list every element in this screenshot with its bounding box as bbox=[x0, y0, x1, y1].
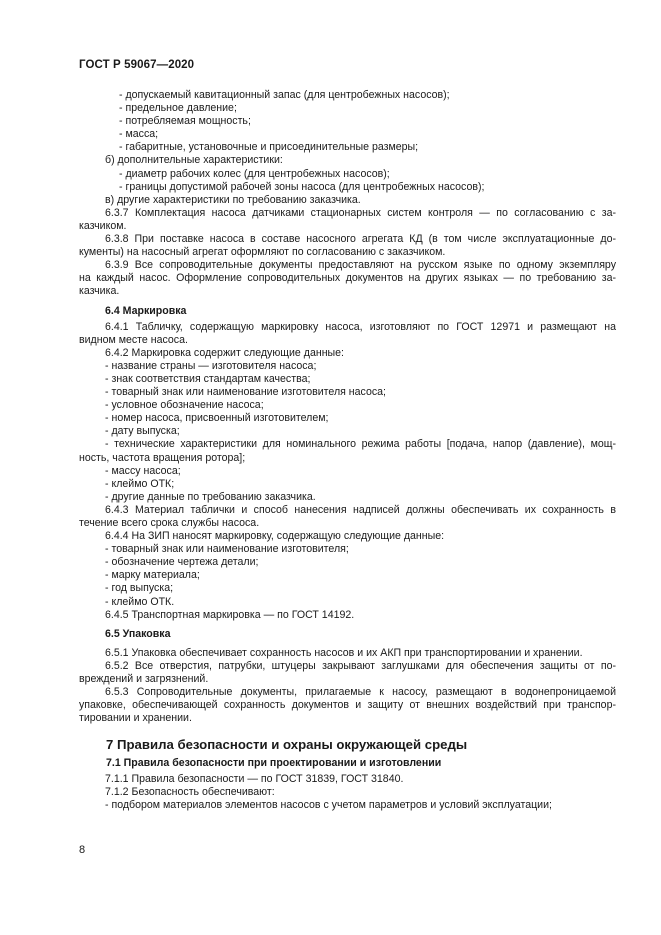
list-item: в) другие характеристики по требованию заказчика. bbox=[105, 193, 361, 206]
list-item: - другие данные по требованию заказчика. bbox=[105, 490, 316, 503]
list-item: - товарный знак или наименование изготовителя; bbox=[105, 543, 349, 556]
list-item: - потребляемая мощность; bbox=[119, 115, 251, 128]
paragraph-line: видном месте насоса. bbox=[79, 333, 188, 346]
list-item: - марку материала; bbox=[105, 569, 200, 582]
paragraph-line: 6.5.2 Все отверстия, патрубки, штуцеры закрывают заглушками для обеспечения защиты от по- bbox=[105, 659, 616, 672]
paragraph-line: 6.4.3 Материал таблички и способ нанесения надписей должны обеспечивать их сохранность в bbox=[105, 503, 616, 516]
paragraph-line: 6.5.3 Сопроводительные документы, прилагаемые к насосу, размещают в водонепроницаемой bbox=[105, 686, 616, 699]
subsection-heading: 7.1 Правила безопасности при проектировании и изготовлении bbox=[106, 757, 442, 770]
paragraph-line: 6.4.1 Табличку, содержащую маркировку насоса, изготовляют по ГОСТ 12971 и размещают на bbox=[105, 320, 616, 333]
document-body bbox=[79, 89, 616, 812]
list-item: - границы допустимой рабочей зоны насоса (для центробежных насосов); bbox=[119, 180, 485, 193]
paragraph-line: 7.1.2 Безопасность обеспечивают: bbox=[105, 785, 275, 798]
paragraph-line: упаковке, обеспечивающей сохранность документов и защиту от внешних воздействий при транспор- bbox=[79, 699, 616, 712]
list-item: - знак соответствия стандартам качества; bbox=[105, 372, 311, 385]
list-item: - дату выпуска; bbox=[105, 425, 180, 438]
list-item: - допускаемый кавитационный запас (для центробежных насосов); bbox=[119, 89, 450, 101]
list-item: - габаритные, установочные и присоединительные размеры; bbox=[119, 141, 419, 154]
paragraph-line: вреждений и загрязнений. bbox=[79, 673, 209, 686]
list-item: - год выпуска; bbox=[105, 582, 174, 595]
paragraph-line: казчиком. bbox=[79, 219, 127, 232]
paragraph-line: на каждый насос. Оформление сопроводительных документов на других языках — по требованию за- bbox=[79, 272, 616, 285]
paragraph-line: 6.3.8 При поставке насоса в составе насосного агрегата КД (в том числе эксплуатационные до- bbox=[105, 233, 616, 246]
list-item: - диаметр рабочих колес (для центробежных насосов); bbox=[119, 167, 390, 180]
list-item: - подбором материалов элементов насосов с учетом параметров и условий эксплуатации; bbox=[105, 798, 552, 811]
list-item: - условное обозначение насоса; bbox=[105, 399, 264, 412]
list-item: - клеймо ОТК; bbox=[105, 477, 175, 490]
paragraph-line: кументы) на насосный агрегат оформляют по согласованию с заказчиком. bbox=[79, 246, 446, 259]
list-item: ность, частота вращения ротора]; bbox=[79, 451, 246, 464]
paragraph-line: тировании и хранении. bbox=[79, 712, 192, 725]
paragraph-line: 6.3.7 Комплектация насоса датчиками стационарных систем контроля — по согласованию с за- bbox=[105, 206, 616, 219]
paragraph-line: 6.4.2 Маркировка содержит следующие данные: bbox=[105, 346, 344, 359]
list-item: - масса; bbox=[119, 128, 159, 141]
list-item: - обозначение чертежа детали; bbox=[105, 556, 259, 569]
section-heading: 6.4 Маркировка bbox=[105, 304, 187, 317]
section-heading: 6.5 Упаковка bbox=[105, 627, 171, 640]
chapter-heading: 7 Правила безопасности и охраны окружающей среды bbox=[106, 737, 468, 753]
list-item: - предельное давление; bbox=[119, 102, 237, 115]
list-item: - номер насоса, присвоенный изготовителем; bbox=[105, 412, 329, 425]
list-item: - клеймо ОТК. bbox=[105, 595, 175, 608]
paragraph-line: 7.1.1 Правила безопасности — по ГОСТ 31839, ГОСТ 31840. bbox=[105, 772, 404, 785]
paragraph-line: 6.4.4 На ЗИП наносят маркировку, содержащую следующие данные: bbox=[105, 530, 445, 543]
paragraph-line: 6.5.1 Упаковка обеспечивает сохранность насосов и их АКП при транспортировании и хранении. bbox=[105, 646, 583, 659]
paragraph-line: течение всего срока службы насоса. bbox=[79, 517, 260, 529]
paragraph-line: 6.3.9 Все сопроводительные документы предоставляют на русском языке по одному экземпляру bbox=[105, 259, 616, 272]
list-item: - технические характеристики для номинального режима работы [подача, напор (давление), мощ- bbox=[105, 438, 616, 451]
document-header: ГОСТ Р 59067—2020 bbox=[79, 59, 195, 71]
list-item: - массу насоса; bbox=[105, 464, 181, 477]
list-item: - название страны — изготовителя насоса; bbox=[105, 359, 317, 372]
list-item: б) дополнительные характеристики: bbox=[105, 154, 283, 167]
paragraph-line: казчика. bbox=[79, 285, 120, 298]
page-number: 8 bbox=[79, 844, 86, 856]
list-item: - товарный знак или наименование изготовителя насоса; bbox=[105, 386, 386, 399]
paragraph-line: 6.4.5 Транспортная маркировка — по ГОСТ 14192. bbox=[105, 608, 355, 621]
